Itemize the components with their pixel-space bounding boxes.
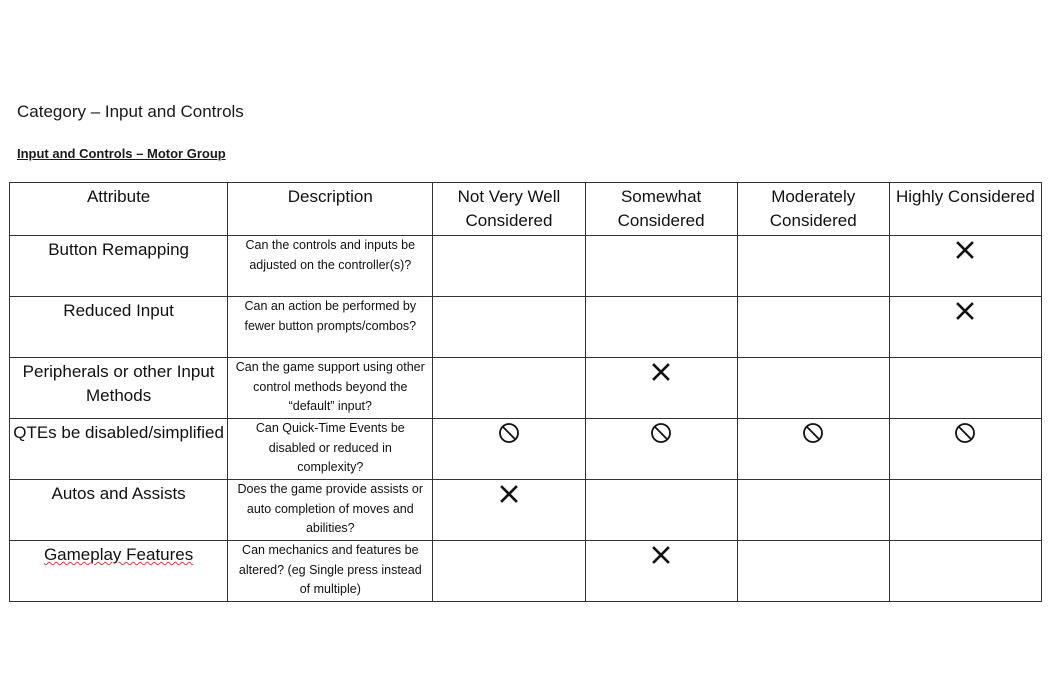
rating-cell-not-very-well [433, 358, 585, 419]
rating-cell-moderately [737, 297, 889, 358]
header-attribute: Attribute [10, 183, 228, 236]
rating-cell-highly [889, 236, 1041, 297]
x-mark-icon [955, 240, 975, 260]
x-mark-icon [651, 362, 671, 382]
x-mark-icon [651, 545, 671, 565]
prohibited-icon [650, 422, 672, 444]
header-moderately: Moderately Considered [737, 183, 889, 236]
rating-cell-not-very-well [433, 297, 585, 358]
header-not-very-well: Not Very Well Considered [433, 183, 585, 236]
prohibited-icon [498, 422, 520, 444]
description-cell: Can mechanics and features be altered? (eg Single press instead of multiple) [228, 541, 433, 602]
attribute-text: Gameplay Features [43, 545, 194, 564]
rating-cell-highly [889, 541, 1041, 602]
attribute-cell: Autos and Assists [10, 480, 228, 541]
header-description: Description [228, 183, 433, 236]
rating-cell-highly [889, 297, 1041, 358]
description-cell: Can the game support using other control methods beyond the “default” input? [228, 358, 433, 419]
table-row [10, 541, 1042, 602]
prohibited-icon [954, 422, 976, 444]
table-row [10, 297, 1042, 358]
category-title: Category – Input and Controls [17, 102, 244, 121]
attribute-cell: Reduced Input [10, 297, 228, 358]
rating-cell-not-very-well [433, 541, 585, 602]
table-body [10, 236, 1042, 602]
description-cell: Can the controls and inputs be adjusted on the controller(s)? [228, 236, 433, 297]
rating-cell-somewhat [585, 419, 737, 480]
rating-cell-somewhat [585, 480, 737, 541]
rating-cell-moderately [737, 480, 889, 541]
section-title: Input and Controls – Motor Group [17, 146, 226, 161]
description-cell: Can an action be performed by fewer button prompts/combos? [228, 297, 433, 358]
rating-cell-moderately [737, 358, 889, 419]
description-cell: Can Quick-Time Events be disabled or reduced in complexity? [228, 419, 433, 480]
header-highly: Highly Considered [889, 183, 1041, 236]
table-row [10, 236, 1042, 297]
table-row [10, 358, 1042, 419]
rating-cell-highly [889, 358, 1041, 419]
rating-cell-somewhat [585, 358, 737, 419]
rating-cell-not-very-well [433, 419, 585, 480]
rating-cell-moderately [737, 541, 889, 602]
prohibited-icon [802, 422, 824, 444]
rating-cell-moderately [737, 419, 889, 480]
header-row [10, 183, 1042, 236]
header-somewhat: Somewhat Considered [585, 183, 737, 236]
rating-cell-somewhat [585, 297, 737, 358]
rating-cell-somewhat [585, 236, 737, 297]
rating-cell-not-very-well [433, 480, 585, 541]
x-mark-icon [955, 301, 975, 321]
attribute-cell: Peripherals or other Input Methods [10, 358, 228, 419]
rating-table [9, 182, 1042, 602]
attribute-cell: QTEs be disabled/simplified [10, 419, 228, 480]
rating-cell-highly [889, 480, 1041, 541]
table-row [10, 419, 1042, 480]
attribute-cell: Button Remapping [10, 236, 228, 297]
rating-cell-not-very-well [433, 236, 585, 297]
x-mark-icon [499, 484, 519, 504]
rating-cell-somewhat [585, 541, 737, 602]
rating-cell-highly [889, 419, 1041, 480]
description-cell: Does the game provide assists or auto completion of moves and abilities? [228, 480, 433, 541]
rating-cell-moderately [737, 236, 889, 297]
table-row [10, 480, 1042, 541]
attribute-cell [10, 541, 228, 602]
